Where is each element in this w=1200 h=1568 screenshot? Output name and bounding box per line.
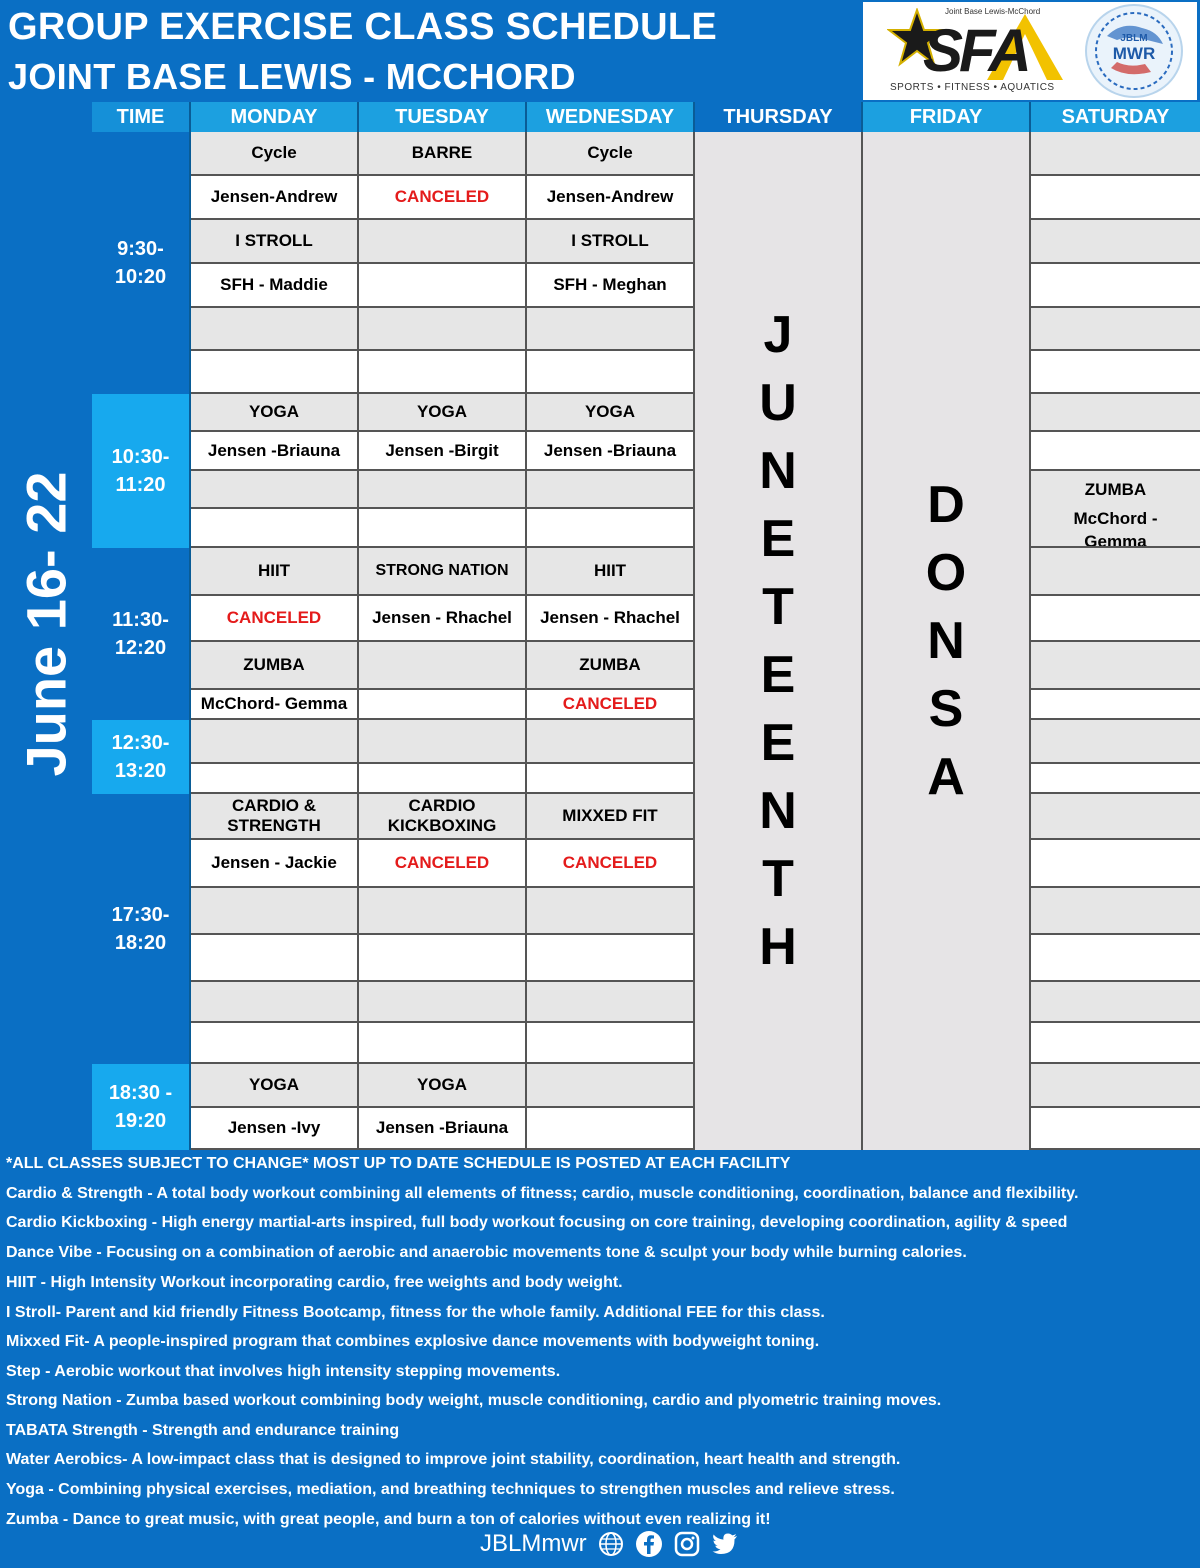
description-line: Step - Aerobic workout that involves high intensity stepping movements. [6,1363,561,1380]
empty-cell [191,982,359,1023]
class-name: MIXXED FIT [527,794,695,840]
description-line: HIIT - High Intensity Workout incorporating cardio, free weights and body weight. [6,1274,623,1291]
empty-cell [359,690,527,720]
column-header-friday: FRIDAY [863,102,1031,132]
empty-cell [191,888,359,935]
class-name: HIIT [527,548,695,596]
empty-cell [527,471,695,509]
empty-cell [1031,720,1200,764]
time-slot: 18:30 - 19:20 [92,1064,191,1150]
holiday-letter: N [759,782,797,840]
instructor-name: McChord - Gemma [1031,508,1200,548]
class-name: YOGA [527,394,695,432]
instructor-name: Jensen - Rhachel [359,596,527,642]
holiday-letter: S [928,680,964,738]
date-range: June 16- 22 [14,471,78,777]
empty-cell [1031,888,1200,935]
header [0,0,1200,102]
holiday-letter: H [759,918,797,976]
instructor-name: Jensen -Ivy [191,1108,359,1150]
class-name: ZUMBA [527,642,695,690]
donsa-holiday [863,132,1031,1150]
empty-cell [359,220,527,264]
instructor-name: Jensen-Andrew [191,176,359,220]
empty-cell [191,308,359,351]
column-header-wednesday: WEDNESDAY [527,102,695,132]
instructor-name: Jensen -Briauna [359,1108,527,1150]
empty-cell [527,509,695,548]
empty-cell [359,471,527,509]
description-line: Water Aerobics- A low-impact class that is designed to improve joint stability, coordination, heart health and strength. [6,1451,901,1468]
empty-cell [1031,548,1200,596]
time-slot: 17:30- 18:20 [92,794,191,1064]
instructor-name: Jensen-Andrew [527,176,695,220]
facebook-icon[interactable] [635,1530,663,1558]
empty-cell [359,509,527,548]
empty-cell [359,720,527,764]
instagram-icon[interactable] [673,1530,701,1558]
empty-cell [359,351,527,394]
empty-cell [527,764,695,794]
twitter-icon[interactable] [711,1530,739,1558]
holiday-letter: D [927,476,965,534]
instructor-name: Jensen -Briauna [527,432,695,471]
class-name: CARDIO KICKBOXING [359,794,527,840]
column-header-time: TIME [92,102,191,132]
empty-cell [191,1023,359,1064]
instructor-name: CANCELED [527,840,695,888]
description-line: Dance Vibe - Focusing on a combination of aerobic and anaerobic movements tone & sculpt your body while burning calories. [6,1244,967,1261]
logo-area [863,2,1197,100]
empty-cell [527,1023,695,1064]
empty-cell [1031,935,1200,982]
class-name: YOGA [359,1064,527,1108]
empty-cell [359,264,527,308]
instructor-name: Jensen -Birgit [359,432,527,471]
instructor-name: CANCELED [527,690,695,720]
time-slot: 12:30- 13:20 [92,720,191,794]
empty-cell [1031,351,1200,394]
empty-cell [1031,132,1200,176]
empty-cell [359,888,527,935]
empty-cell [527,982,695,1023]
empty-cell [527,1064,695,1108]
column-header-monday: MONDAY [191,102,359,132]
empty-cell [1031,840,1200,888]
globe-icon[interactable] [597,1530,625,1558]
class-descriptions [0,1150,1200,1568]
class-name: ZUMBA [1031,471,1200,508]
column-header-tuesday: TUESDAY [359,102,527,132]
holiday-letter: N [759,442,797,500]
empty-cell [359,935,527,982]
class-name: HIIT [191,548,359,596]
holiday-letter: T [762,578,794,636]
holiday-letter: J [763,306,793,364]
description-line: Yoga - Combining physical exercises, mediation, and breathing techniques to strengthen muscles and relieve stress. [6,1481,895,1498]
empty-cell [1031,1023,1200,1064]
instructor-name: McChord- Gemma [191,690,359,720]
empty-cell [1031,308,1200,351]
empty-cell [191,720,359,764]
empty-cell [359,982,527,1023]
holiday-letter: E [760,646,796,704]
empty-cell [527,1108,695,1150]
instructor-name: CANCELED [359,840,527,888]
empty-cell [1031,642,1200,690]
empty-cell [359,764,527,794]
empty-cell [527,308,695,351]
holiday-letter: O [925,544,967,602]
time-slot: 9:30- 10:20 [92,132,191,394]
instructor-name: Jensen - Jackie [191,840,359,888]
empty-cell [1031,764,1200,794]
empty-cell [1031,1064,1200,1108]
empty-cell [1031,690,1200,720]
instructor-name: CANCELED [359,176,527,220]
empty-cell [191,935,359,982]
schedule-grid [0,102,1200,1150]
disclaimer: *ALL CLASSES SUBJECT TO CHANGE* MOST UP TO DATE SCHEDULE IS POSTED AT EACH FACILITY [6,1155,791,1172]
social-handle: JBLMmwr [480,1530,587,1557]
empty-cell [359,642,527,690]
description-line: I Stroll- Parent and kid friendly Fitness Bootcamp, fitness for the whole family. Additional FEE for this class. [6,1304,825,1321]
holiday-letter: A [927,748,965,806]
juneteenth-holiday [695,132,863,1150]
description-line: Zumba - Dance to great music, with great people, and burn a ton of calories without even realizing it! [6,1511,771,1528]
empty-cell [1031,794,1200,840]
holiday-letter: U [759,374,797,432]
empty-cell [1031,220,1200,264]
empty-cell [1031,176,1200,220]
instructor-name: Jensen -Briauna [191,432,359,471]
page-subtitle: JOINT BASE LEWIS - MCCHORD [8,56,576,97]
class-name: STRONG NATION [359,548,527,596]
description-line: TABATA Strength - Strength and endurance training [6,1422,400,1439]
empty-cell [527,720,695,764]
empty-cell [1031,596,1200,642]
holiday-letter: E [760,510,796,568]
class-name: Cycle [527,132,695,176]
instructor-name: Jensen - Rhachel [527,596,695,642]
instructor-name: SFH - Maddie [191,264,359,308]
empty-cell [191,471,359,509]
class-name: YOGA [191,1064,359,1108]
description-line: Mixxed Fit- A people-inspired program that combines explosive dance movements with bodyweight toning. [6,1333,820,1350]
date-strip [0,102,92,1150]
class-name: YOGA [359,394,527,432]
class-name: BARRE [359,132,527,176]
holiday-letter: T [762,850,794,908]
class-name: ZUMBA [191,642,359,690]
description-line: Cardio & Strength - A total body workout combining all elements of fitness; cardio, muscle conditioning, coordination, balance and flexibility. [6,1185,1079,1202]
description-line: Cardio Kickboxing - High energy martial-arts inspired, full body workout focusing on core training, developing coordination, agility & speed [6,1214,1068,1231]
empty-cell [1031,394,1200,432]
empty-cell [527,935,695,982]
empty-cell [527,888,695,935]
empty-cell [191,509,359,548]
empty-cell [1031,264,1200,308]
social-bar [480,1530,739,1558]
class-name: Cycle [191,132,359,176]
class-name: YOGA [191,394,359,432]
empty-cell [191,351,359,394]
time-slot: 10:30- 11:20 [92,394,191,548]
holiday-letter: E [760,714,796,772]
empty-cell [527,351,695,394]
mwr-logo: JBLM MWR [1085,4,1183,98]
class-name: CARDIO & STRENGTH [191,794,359,840]
empty-cell [1031,1108,1200,1150]
class-name: I STROLL [527,220,695,264]
page-title: GROUP EXERCISE CLASS SCHEDULE [8,6,718,48]
empty-cell [1031,982,1200,1023]
empty-cell [1031,432,1200,471]
empty-cell [359,308,527,351]
time-slot: 11:30- 12:20 [92,548,191,720]
empty-cell [191,764,359,794]
instructor-name: CANCELED [191,596,359,642]
class-name: I STROLL [191,220,359,264]
sfa-logo: Joint Base Lewis-McChord SFA SPORTS • FITNESS • AQUATICS [887,4,1067,96]
column-header-saturday: SATURDAY [1031,102,1200,132]
instructor-name: SFH - Meghan [527,264,695,308]
column-header-thursday: THURSDAY [695,102,863,132]
description-line: Strong Nation - Zumba based workout combining body weight, muscle conditioning, cardio and plyometric training moves. [6,1392,942,1409]
empty-cell [359,1023,527,1064]
holiday-letter: N [927,612,965,670]
